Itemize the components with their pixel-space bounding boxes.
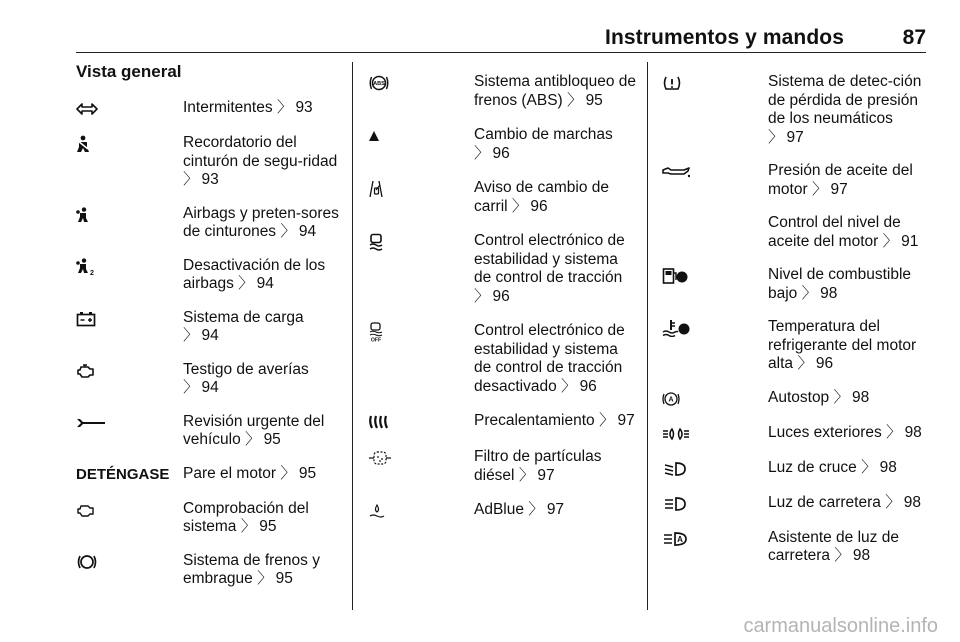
indicator-description: [768, 266, 926, 303]
page-reference-link[interactable]: [886, 424, 922, 441]
indicator-description: [474, 179, 636, 216]
page-reference: 94: [201, 327, 219, 344]
no-icon: [662, 214, 768, 234]
page-ref-arrow-icon: 〉: [474, 287, 490, 305]
indicator-entry: [662, 459, 926, 479]
page-reference-link[interactable]: [861, 459, 897, 476]
description-text: AdBlue: [474, 501, 524, 518]
column-3: [662, 73, 926, 581]
indicator-entry: [662, 494, 926, 514]
indicator-entry: [76, 309, 342, 346]
indicator-entry: [76, 552, 342, 589]
indicator-entry: [662, 162, 926, 199]
page-ref-arrow-icon: 〉: [768, 128, 784, 146]
description-text: Aviso de cambio de carril: [474, 179, 609, 215]
page-ref-arrow-icon: 〉: [886, 423, 902, 441]
autostop-icon-label: A: [668, 396, 674, 403]
page-reference-link[interactable]: [474, 288, 510, 305]
page-reference: 95: [275, 570, 293, 587]
indicator-description: [183, 134, 342, 190]
page-ref-arrow-icon: 〉: [183, 171, 199, 188]
column-1: [76, 99, 342, 604]
page-reference: 95: [298, 464, 317, 482]
indicator-description: [768, 162, 926, 199]
brake-system-icon: [76, 552, 183, 572]
page-reference: 97: [830, 180, 848, 198]
page-reference: 97: [786, 128, 804, 146]
description-text: Luz de cruce: [768, 458, 857, 476]
indicator-description: [183, 99, 342, 118]
page-ref-arrow-icon: 〉: [882, 232, 899, 250]
header-title: Instrumentos y mandos: [605, 26, 844, 49]
stop-symbol-text: DETÉNGASE: [76, 466, 170, 483]
indicator-description: [474, 232, 636, 306]
description-text: Testigo de averías: [183, 360, 309, 378]
indicator-description: [474, 501, 636, 520]
page-reference: 93: [201, 171, 219, 188]
indicator-description: [768, 529, 926, 566]
description-text: Desactivación de los airbags: [183, 256, 326, 292]
page-reference-link[interactable]: [834, 389, 870, 406]
indicator-description: [768, 459, 926, 478]
indicator-description: [183, 465, 342, 484]
page-reference: 95: [259, 518, 277, 535]
page-ref-arrow-icon: 〉: [238, 275, 254, 292]
high-beam-assist-label: A: [677, 534, 683, 544]
indicator-description: [768, 389, 926, 408]
page-reference: 97: [546, 501, 565, 518]
page-reference: 98: [879, 458, 897, 476]
page-ref-arrow-icon: 〉: [561, 377, 577, 395]
page-reference-link[interactable]: [474, 145, 510, 162]
indicator-entry: [368, 448, 636, 485]
high-beam-assist-icon: [662, 529, 768, 549]
description-text: Cambio de marchas: [474, 126, 613, 143]
description-text: Autostop: [768, 388, 830, 406]
indicator-entry: [662, 214, 926, 251]
engine-malfunction-icon: [76, 361, 183, 381]
indicator-entry: [368, 412, 636, 432]
indicator-description: [768, 494, 926, 513]
indicator-description: [183, 361, 342, 398]
page-reference-link[interactable]: [812, 181, 848, 198]
description-text: Nivel de combustible bajo: [768, 266, 912, 302]
page-reference-link[interactable]: [183, 379, 219, 396]
page-ref-arrow-icon: 〉: [280, 223, 296, 240]
indicator-description: [474, 412, 636, 431]
indicator-description: [768, 214, 926, 251]
indicator-description: [183, 309, 342, 346]
description-text: Precalentamiento: [474, 412, 595, 429]
high-beam-icon: [662, 494, 768, 514]
page-reference-link[interactable]: [512, 198, 548, 215]
page-reference-link[interactable]: [238, 275, 274, 292]
indicator-entry: [76, 257, 342, 294]
wrench-service-icon: [76, 413, 183, 433]
page-reference-link[interactable]: [599, 412, 635, 429]
coolant-temperature-icon: [662, 318, 768, 338]
indicator-description: [474, 126, 636, 163]
indicator-description: [183, 205, 342, 242]
page-reference-link[interactable]: [797, 355, 833, 372]
oil-pressure-icon: [662, 162, 768, 182]
page-reference: 98: [903, 493, 921, 511]
page-ref-arrow-icon: 〉: [811, 180, 828, 198]
low-beam-icon: [662, 459, 768, 479]
indicator-description: [474, 322, 636, 396]
diesel-particle-filter-icon: [368, 448, 474, 468]
indicator-entry: [662, 73, 926, 147]
abs-icon: [368, 73, 474, 93]
description-text: Sistema antibloqueo de frenos (ABS): [474, 73, 637, 109]
page-ref-arrow-icon: 〉: [797, 355, 813, 372]
indicator-description: [183, 552, 342, 589]
page-ref-arrow-icon: 〉: [257, 570, 273, 587]
watermark: carmanualsonline.info: [743, 615, 938, 637]
description-text: Comprobación del sistema: [183, 499, 309, 535]
indicator-description: [768, 73, 926, 147]
page-reference: 98: [852, 388, 870, 406]
page-ref-arrow-icon: 〉: [518, 466, 535, 484]
description-text: Luces exteriores: [768, 423, 882, 441]
description-text: Control electrónico de estabilidad y sistema de control de tracción desactivado: [474, 322, 625, 395]
indicator-description: [768, 318, 926, 374]
page-ref-arrow-icon: 〉: [885, 493, 901, 511]
page-reference-link[interactable]: [768, 129, 804, 146]
page-ref-arrow-icon: 〉: [861, 458, 877, 476]
indicator-entry: [76, 500, 342, 537]
column-divider: [352, 62, 353, 610]
indicator-entry: [76, 413, 342, 450]
page-reference-link[interactable]: [885, 494, 921, 511]
indicator-entry: [368, 179, 636, 216]
page-reference-link[interactable]: [280, 223, 316, 240]
tire-pressure-icon: [662, 73, 768, 93]
indicator-entry: [368, 73, 636, 110]
description-text: Luz de carretera: [768, 493, 881, 511]
page-ref-arrow-icon: 〉: [240, 518, 257, 535]
page-reference-link[interactable]: [257, 570, 293, 587]
page-reference: 98: [852, 547, 871, 564]
description-text: Asistente de luz de carretera: [768, 528, 899, 564]
indicator-entry: [368, 126, 636, 163]
description-text: Sistema de frenos y embrague: [183, 551, 320, 587]
page-reference-link[interactable]: [245, 431, 281, 448]
section-title: Vista general: [76, 62, 182, 81]
page-reference-link[interactable]: [802, 285, 838, 302]
indicator-description: [768, 424, 926, 443]
airbag-icon: [76, 205, 183, 225]
description-text: Recordatorio del cinturón de segu-ridad: [183, 134, 338, 170]
indicator-entry: [662, 266, 926, 303]
stability-control-icon: [368, 232, 474, 252]
page-reference-link[interactable]: [183, 327, 219, 344]
page-ref-arrow-icon: 〉: [833, 388, 850, 406]
description-text: Temperatura del refrigerante del motor alta: [768, 318, 917, 372]
page-ref-arrow-icon: 〉: [183, 379, 199, 396]
page-reference-link[interactable]: [567, 92, 603, 109]
system-check-icon: [76, 500, 183, 520]
page-reference: 94: [201, 379, 219, 396]
stability-off-label: OFF: [370, 337, 382, 342]
page-ref-arrow-icon: 〉: [834, 547, 850, 564]
indicator-entry: [76, 361, 342, 398]
seatbelt-reminder-icon: [76, 134, 183, 154]
page-reference: 96: [579, 377, 597, 395]
page-reference-link[interactable]: [883, 233, 919, 250]
page-reference: 94: [256, 275, 274, 292]
description-text: Control electrónico de estabilidad y sistema de control de tracción: [474, 232, 625, 286]
abs-icon-label: ABS: [373, 81, 385, 88]
page-ref-arrow-icon: 〉: [511, 197, 528, 215]
page-ref-arrow-icon: 〉: [474, 144, 490, 162]
page-reference: 93: [295, 99, 313, 116]
page-ref-arrow-icon: 〉: [245, 431, 261, 448]
lane-departure-icon: [368, 179, 474, 199]
indicator-entry: [662, 318, 926, 374]
page-reference: 95: [263, 431, 281, 448]
page-ref-arrow-icon: 〉: [567, 91, 583, 109]
page-ref-arrow-icon: 〉: [528, 501, 544, 518]
page-reference: 96: [492, 287, 510, 305]
indicator-entry: [662, 529, 926, 566]
page-reference-link[interactable]: [280, 465, 316, 482]
autostop-icon: [662, 389, 768, 409]
adblue-icon: [368, 501, 474, 521]
description-text: Sistema de carga: [183, 308, 304, 326]
page-reference-link[interactable]: [519, 467, 555, 484]
column-divider: [647, 62, 648, 610]
gear-shift-arrow-icon: [368, 126, 474, 146]
page-reference-link[interactable]: [241, 518, 277, 535]
indicator-entry: [76, 99, 342, 119]
description-text: Revisión urgente del vehículo: [183, 412, 325, 448]
description-text: Sistema de detec-ción de pérdida de presión de los neumáticos: [768, 73, 922, 127]
page-ref-arrow-icon: 〉: [598, 412, 615, 429]
battery-charging-icon: [76, 309, 183, 329]
header-rule: [76, 52, 926, 53]
description-text: Airbags y preten-sores de cinturones: [183, 204, 339, 240]
indicator-entry: [76, 134, 342, 190]
page-reference-link[interactable]: [183, 171, 219, 188]
page-reference-link[interactable]: [561, 378, 597, 395]
stability-control-off-icon: [368, 322, 474, 342]
page-reference: 96: [530, 197, 548, 215]
exterior-lights-icon: [662, 424, 768, 444]
low-fuel-icon: [662, 266, 768, 286]
description-text: Presión de aceite del motor: [768, 162, 913, 198]
description-text: Control del nivel de aceite del motor: [768, 214, 901, 250]
svg-text:2: 2: [90, 269, 94, 276]
description-text: Filtro de partículas diésel: [474, 448, 602, 484]
column-2: [368, 73, 636, 537]
indicator-entry: [76, 465, 342, 485]
page-reference: 97: [617, 412, 635, 429]
page-reference: 96: [815, 355, 834, 372]
indicator-description: [183, 413, 342, 450]
page-ref-arrow-icon: 〉: [183, 327, 199, 344]
page-ref-arrow-icon: 〉: [276, 99, 293, 116]
description-text: Intermitentes: [183, 99, 273, 116]
glow-plug-icon: [368, 412, 474, 432]
airbag-deactivation-icon: [76, 257, 183, 277]
indicator-entry: [76, 205, 342, 242]
page-number: 87: [902, 26, 926, 49]
page-reference: 98: [820, 284, 838, 302]
page-reference: 96: [492, 144, 510, 162]
page-reference: 98: [904, 423, 922, 441]
indicator-description: [474, 73, 636, 110]
indicator-description: [183, 500, 342, 537]
description-text: Pare el motor: [183, 464, 277, 482]
turn-signal-icon: [76, 99, 183, 119]
page-reference: 95: [585, 91, 603, 109]
indicator-description: [474, 448, 636, 485]
page-reference-link[interactable]: [834, 547, 870, 564]
indicator-entry: [368, 501, 636, 521]
indicator-entry: [662, 389, 926, 409]
indicator-entry: [368, 232, 636, 306]
page-reference: 91: [901, 232, 919, 250]
page-reference-link[interactable]: [277, 99, 313, 116]
page-ref-arrow-icon: 〉: [801, 284, 818, 302]
indicator-entry: [662, 424, 926, 444]
page-reference: 94: [298, 223, 317, 240]
indicator-description: [183, 257, 342, 294]
indicator-entry: [368, 322, 636, 396]
page-ref-arrow-icon: 〉: [280, 464, 296, 482]
page-reference: 97: [537, 466, 555, 484]
page-reference-link[interactable]: [528, 501, 564, 518]
